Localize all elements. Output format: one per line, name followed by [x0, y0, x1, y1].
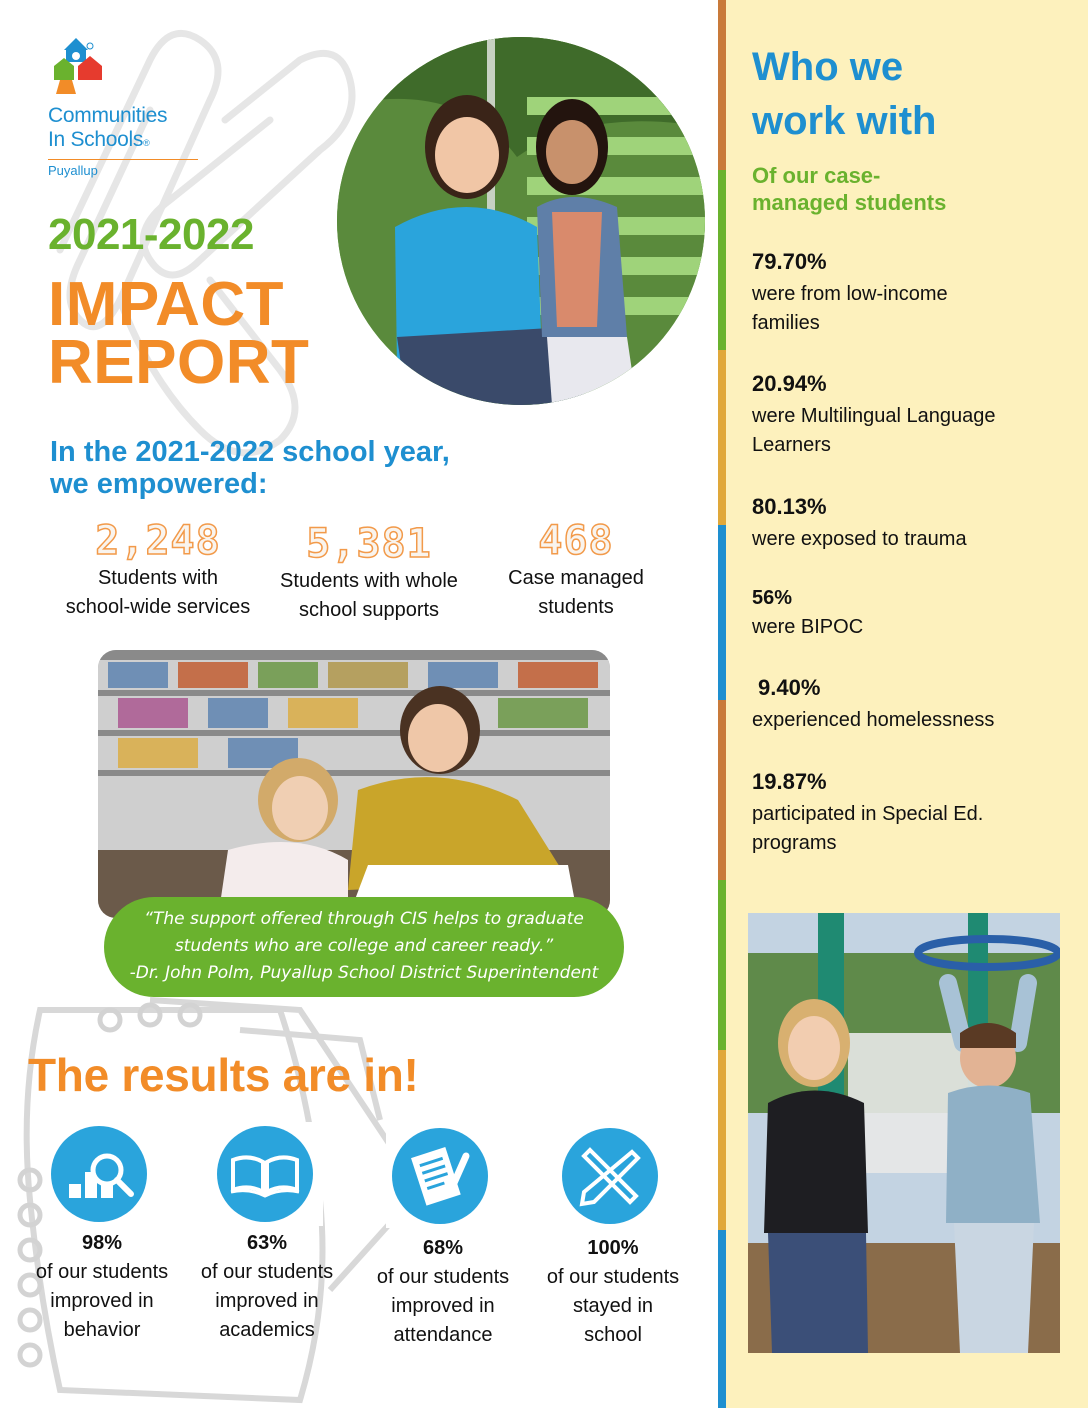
result-attendance: 68% of our students improved in attendance — [376, 1237, 510, 1346]
stat-school-wide — [56, 518, 260, 622]
quote-bubble — [104, 897, 624, 997]
library-photo — [98, 650, 610, 918]
result-icon-card — [386, 1124, 498, 1228]
result-behavior: 98% of our students improved in behavior — [35, 1232, 169, 1341]
stat-number: 468 — [538, 518, 614, 564]
results-heading: The results are in! — [28, 1049, 419, 1101]
stat-label: Case managed students — [508, 567, 644, 618]
logo-city: Puyallup — [48, 163, 98, 178]
stat-percent: 79.70% — [752, 249, 827, 274]
report-title: IMPACT REPORT — [48, 270, 310, 397]
stat-label: Students with whole school supports — [280, 570, 458, 621]
logo-mark-icon — [48, 36, 108, 102]
logo-divider — [48, 159, 198, 160]
paper-pencil-icon — [392, 1128, 488, 1224]
logo-name: Communities In Schools® — [48, 104, 168, 151]
playground-photo — [748, 913, 1060, 1353]
stat-percent: 9.40% — [758, 675, 821, 700]
stat-number: 5,381 — [306, 521, 432, 567]
hero-photo — [337, 37, 705, 405]
stat-description: experienced homelessness — [752, 709, 995, 731]
stat-whole-school — [268, 521, 470, 625]
stat-description: were exposed to trauma — [752, 528, 967, 550]
cis-logo — [48, 36, 208, 178]
chart-magnifier-icon — [51, 1126, 147, 1222]
result-icon-card — [211, 1122, 323, 1226]
crossed-pencil-ruler-icon — [562, 1128, 658, 1224]
quote-attribution: -Dr. John Polm, Puyallup School District Superintendent — [129, 963, 599, 983]
result-stayed-in-school: 100% of our students stayed in school — [546, 1237, 680, 1346]
quote-line: “The support offered through CIS helps to graduate — [144, 909, 584, 929]
open-book-icon — [217, 1126, 313, 1222]
stat-description: were BIPOC — [752, 616, 864, 638]
sidebar-edge-stripe — [718, 0, 726, 1408]
result-icon-card — [45, 1122, 157, 1226]
stat-percent: 19.87% — [752, 769, 827, 794]
stat-percent: 56% — [752, 587, 793, 609]
stat-percent: 20.94% — [752, 371, 827, 396]
stat-label: Students with school-wide services — [65, 567, 251, 618]
stat-description: participated in Special Ed. programs — [752, 803, 984, 854]
empower-heading: In the 2021-2022 school year, we empowered: — [50, 436, 450, 500]
stat-number: 2,248 — [95, 518, 221, 564]
result-academics: 63% of our students improved in academics — [200, 1232, 334, 1341]
stat-case-managed — [492, 518, 660, 622]
who-title: Who we work with — [752, 45, 937, 143]
stat-description: were Multilingual Language Learners — [752, 405, 996, 456]
who-subtitle: Of our case- managed students — [752, 163, 947, 215]
quote-line: students who are college and career ready.” — [174, 936, 554, 956]
stat-description: were from low-income families — [752, 283, 948, 334]
stat-percent: 80.13% — [752, 494, 827, 519]
result-icon-card — [556, 1124, 668, 1228]
report-year: 2021-2022 — [48, 210, 254, 259]
